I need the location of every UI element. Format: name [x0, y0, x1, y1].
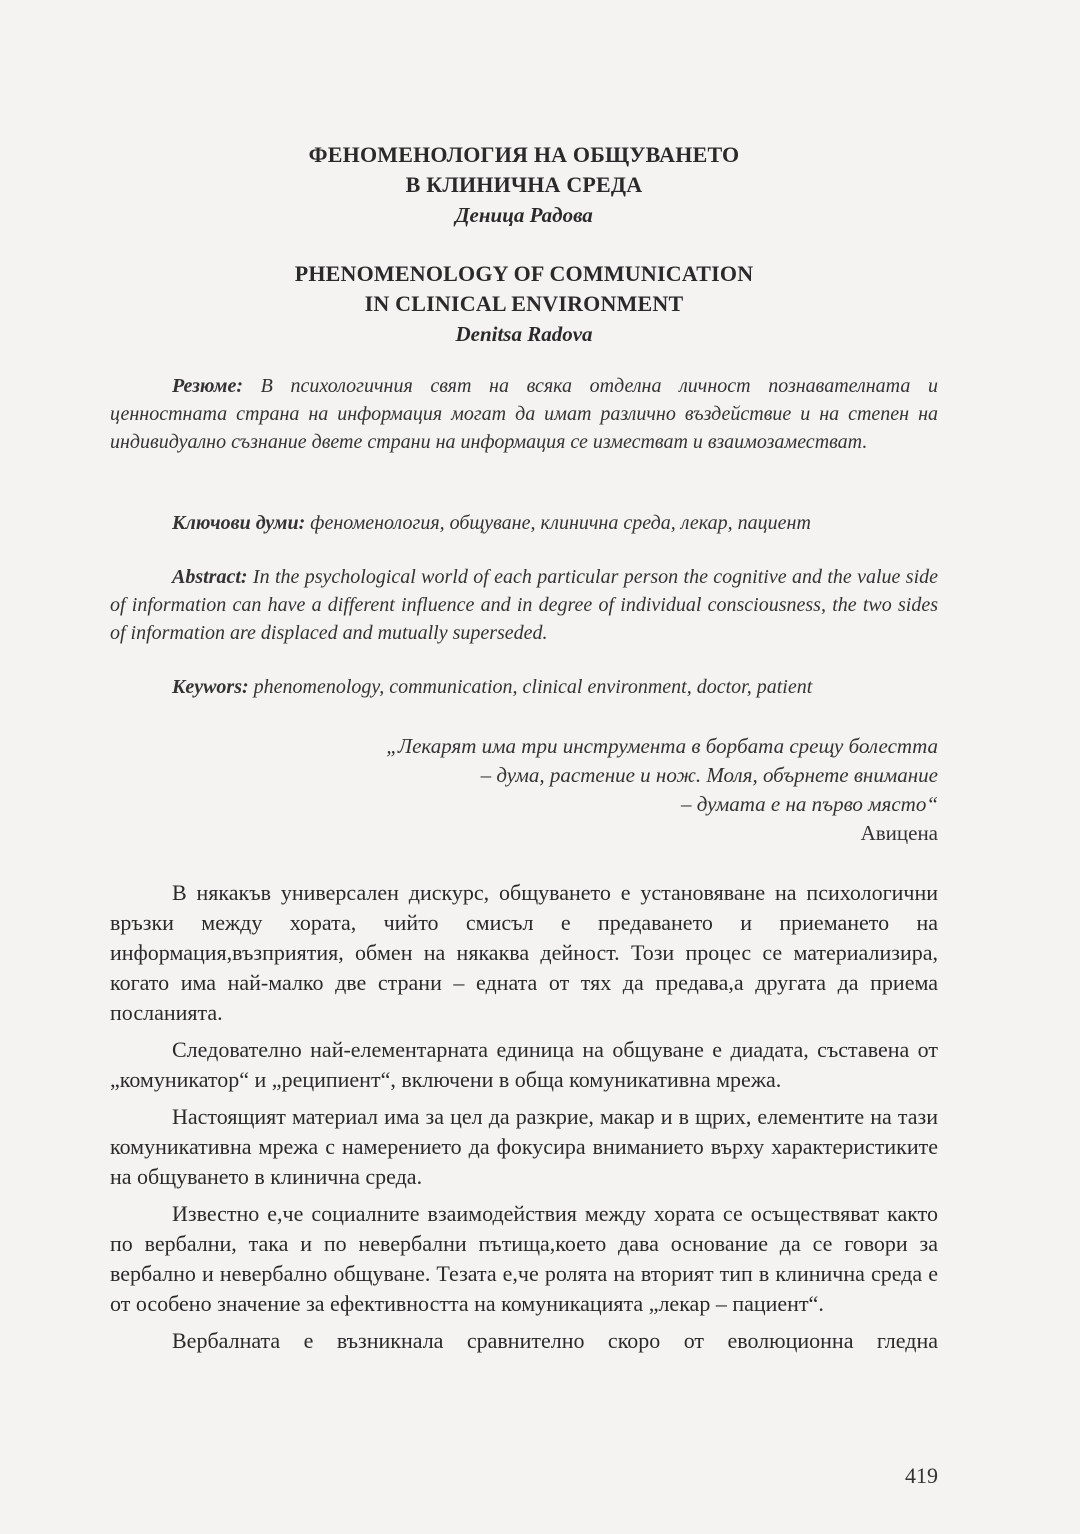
bulgarian-title-line-2: В КЛИНИЧНА СРЕДА — [405, 172, 643, 197]
epigraph-line-1: „Лекарят има три инструмента в борбата срещу болестта — [386, 734, 938, 758]
bulgarian-keywords — [110, 509, 938, 537]
bulgarian-title-block — [110, 140, 938, 230]
english-title-line-2: IN CLINICAL ENVIRONMENT — [364, 291, 684, 316]
english-keywords-text: phenomenology, communication, clinical environment, doctor, patient — [248, 676, 813, 698]
english-title-line-1: PHENOMENOLOGY OF COMMUNICATION — [294, 261, 754, 286]
bulgarian-author: Деница Радова — [455, 203, 593, 227]
epigraph-line-3: – думата е на първо място“ — [680, 792, 938, 816]
english-abstract-label: Abstract: — [172, 566, 248, 588]
body-paragraph-5: Вербалната е възникнала сравнително скоро от еволюционна гледна — [172, 1328, 938, 1353]
bulgarian-title-line-1: ФЕНОМЕНОЛОГИЯ НА ОБЩУВАНЕТО — [308, 142, 740, 167]
english-keywords-label: Keywors: — [172, 676, 249, 698]
body-text — [110, 878, 938, 1363]
epigraph — [110, 732, 938, 848]
page-number: 419 — [905, 1463, 938, 1488]
bulgarian-keywords-label: Ключови думи: — [172, 512, 306, 534]
english-abstract — [110, 563, 938, 647]
body-paragraph-2: Следователно най-елементарната единица на общуване е диадата, съставена от „комуникатор“ и „реципиент“, включени в обща комуникативна мрежа. — [110, 1037, 938, 1092]
bulgarian-keywords-text: феноменология, общуване, клинична среда, лекар, пациент — [305, 512, 811, 534]
epigraph-line-2: – дума, растение и нож. Моля, обърнете внимание — [480, 763, 938, 787]
bulgarian-abstract-label: Резюме: — [172, 375, 243, 397]
english-title-block — [110, 259, 938, 349]
body-paragraph-4: Известно е,че социалните взаимодействия между хората се осъществяват както по вербални, така и по невербални пътища,което дава основание да се говори за вербално и невербално общуване. Тезата е,че ролята на вторият тип в клинична среда е от особено значение за ефективността на комуникацията „лекар – пациент“. — [110, 1201, 938, 1316]
body-paragraph-3: Настоящият материал има за цел да разкрие, макар и в щрих, елементите на тази комуникативна мрежа с намерението да фокусира вниманието върху характеристиките на общуването в клинична среда. — [110, 1104, 938, 1189]
body-paragraph-1: В някакъв универсален дискурс, общуването е установяване на психологични връзки между хората, чийто смисъл е предаването и приемането на информация,възприятия, обмен на някаква дейност. Този процес се материализира, когато има най-малко две страни – едната от тях да предава,а другата да приема посланията. — [110, 880, 938, 1025]
bulgarian-abstract-text: В психологичния свят на всяка отделна личност познавателната и ценностната страна на информация могат да имат различно въздействие и на степен на индивидуално съзнание двете страни на информация се изместват и взаимозаместват. — [110, 375, 938, 453]
english-keywords — [110, 673, 938, 701]
bulgarian-abstract — [110, 372, 938, 456]
epigraph-author: Авицена — [860, 821, 938, 845]
english-abstract-text: In the psychological world of each particular person the cognitive and the value side of information can have a different influence and in degree of individual consciousness, the two sides of information are displaced and mutually superseded. — [110, 566, 938, 644]
english-author: Denitsa Radova — [455, 322, 593, 346]
